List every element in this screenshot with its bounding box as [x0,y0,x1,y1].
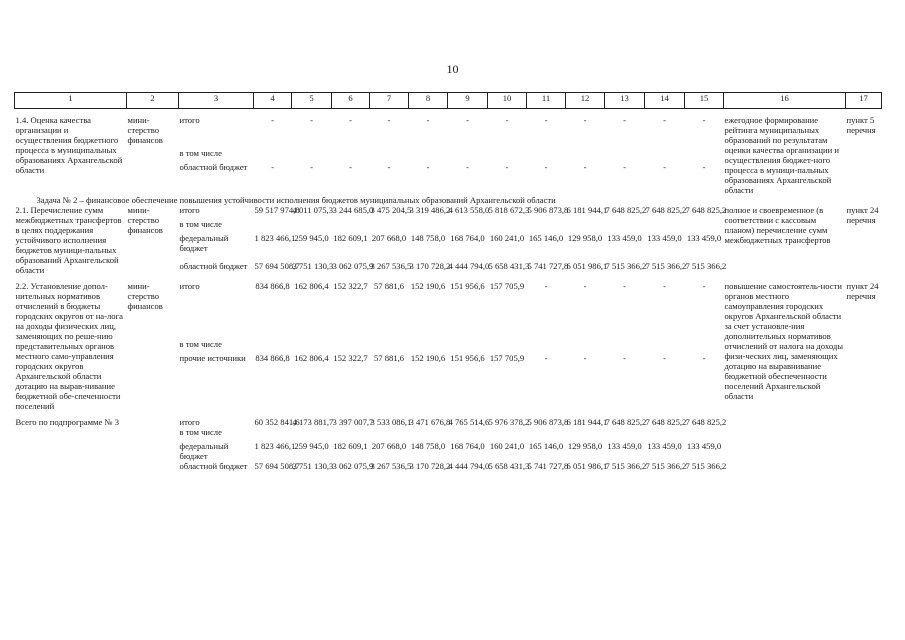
measure-name: 2.1. Перечисление сумм межбюджетных трансфертов в целях поддержания устойчивого исполнения бюджетов муници-пальных образований Архангельской области [15,205,122,275]
funding-source-label: областной бюджет [179,261,248,271]
amount-cell [488,427,527,441]
amount-cell: 133 459,0 [686,233,722,243]
column-header-7: 7 [370,93,409,109]
amount-cell [409,148,448,162]
amount-cell: 3 319 486,2 [409,205,451,215]
amount-cell: 1 823 466,1 [254,441,296,451]
amount-cell: 7 648 825,2 [645,417,687,427]
funding-source-label: областной бюджет [179,461,248,471]
amount-cell: 3 475 204,5 [370,205,412,215]
amount-cell [566,339,605,353]
amount-cell [645,339,685,353]
column-header-1: 1 [15,93,127,109]
column-header-5: 5 [292,93,332,109]
amount-cell [685,339,724,353]
column-header-3: 3 [179,93,254,109]
amount-cell: - [623,353,626,363]
amount-cell: - [544,353,548,363]
amount-cell: - [310,162,313,172]
amount-cell [332,219,370,233]
amount-cell [488,148,527,162]
amount-cell [448,427,488,441]
amount-cell: 3 751 130,3 [292,461,334,471]
amount-cell: 4 444 794,0 [448,461,490,471]
amount-cell [527,148,566,162]
amount-cell: - [663,162,666,172]
amount-cell [409,339,448,353]
funding-source-label: итого [179,205,200,215]
amount-cell: 5 658 431,3 [488,461,530,471]
amount-cell: 148 758,0 [410,233,446,243]
column-header-16: 16 [724,93,846,109]
amount-cell [409,427,448,441]
column-header-11: 11 [527,93,566,109]
amount-cell: 3 062 075,9 [332,261,374,271]
amount-cell [488,219,527,233]
amount-cell [605,148,645,162]
amount-cell: 6 051 986,1 [566,461,608,471]
amount-cell: 160 241,0 [489,441,525,451]
amount-cell: - [387,162,391,172]
amount-cell [254,427,292,441]
amount-cell: - [271,162,274,172]
amount-cell: - [583,353,587,363]
amount-cell: - [544,115,548,125]
amount-cell: 133 459,0 [686,441,722,451]
amount-cell: 152 322,7 [333,353,368,363]
amount-cell [566,148,605,162]
amount-cell: - [702,115,706,125]
amount-cell: - [466,162,469,172]
funding-source-label: в том числе [179,339,222,349]
amount-cell: 3 471 676,8 [409,417,451,427]
amount-cell: - [505,115,509,125]
budget-table [14,92,882,471]
amount-cell: - [544,162,548,172]
amount-cell: - [702,281,706,291]
amount-cell [370,427,409,441]
measure-name: 2.2. Установление допол-нительных нормативов отчислений в бюджеты городских округов от на-лога на доходы физических лиц, заменяющих по реше-нию представительных органов местного само-управления городских округов Архангельской области дотацию на вырав-нивание бюджетной обе-спеченности поселений [15,281,123,411]
funding-source-label: федеральный бюджет [179,233,229,253]
amount-cell: 5 741 727,8 [527,261,569,271]
amount-cell [685,427,724,441]
column-header-15: 15 [685,93,724,109]
reference: пункт 24 перечня [846,281,879,301]
funding-source-label: областной бюджет [179,162,248,172]
amount-cell: - [426,115,430,125]
amount-cell: 152 322,7 [333,281,368,291]
amount-cell: - [702,353,706,363]
amount-cell: 5 658 431,3 [488,261,530,271]
amount-cell: 3 533 086,1 [370,417,412,427]
amount-cell: - [623,162,626,172]
amount-cell: 165 146,0 [528,233,564,243]
amount-cell: - [583,162,587,172]
amount-cell: 3 170 728,2 [409,461,451,471]
amount-cell: 57 694 508,7 [254,461,300,471]
amount-cell: 182 609,1 [333,233,368,243]
funding-source-label: федеральный бюджет [179,441,229,461]
amount-cell: 162 806,4 [294,281,329,291]
amount-cell: 3 267 536,5 [370,261,412,271]
amount-cell: 1 823 466,1 [254,233,296,243]
table-row [15,115,882,148]
funding-source-label: итого [179,115,200,125]
amount-cell: 207 668,0 [371,233,407,243]
reference: пункт 24 перечня [846,205,879,225]
amount-cell: 57 694 508,7 [254,261,300,271]
page-number: 10 [446,62,459,76]
amount-cell: 4 613 558,0 [448,205,490,215]
amount-cell [292,339,332,353]
expected-result [724,417,846,471]
amount-cell [448,148,488,162]
amount-cell: - [623,115,626,125]
amount-cell [566,219,605,233]
amount-cell: 4 011 075,3 [292,205,334,215]
amount-cell [685,219,724,233]
amount-cell: 5 906 873,8 [527,417,569,427]
column-header-9: 9 [448,93,488,109]
amount-cell [448,339,488,353]
executor [127,417,179,471]
task-title: Задача № 2 – финансовое обеспечение повышения устойчивости исполнения бюджетов муниципальных образований Архангельской области [36,195,556,205]
funding-source-label: в том числе [179,427,222,437]
amount-cell: - [349,162,352,172]
executor: мини-стерство финансов [127,205,163,235]
amount-cell: 151 956,6 [450,353,485,363]
measure-name: Всего по подпрограмме № 3 [15,417,120,427]
amount-cell: 3 397 007,7 [332,417,374,427]
amount-cell: 182 609,1 [333,441,368,451]
amount-cell [292,219,332,233]
amount-cell [488,339,527,353]
amount-cell: 60 352 841,6 [254,417,300,427]
amount-cell: 133 459,0 [647,233,682,243]
funding-source-label: итого [179,417,200,427]
amount-cell [605,339,645,353]
executor: мини-стерство финансов [127,281,163,311]
reference [846,417,882,471]
column-header-4: 4 [254,93,292,109]
amount-cell: - [544,281,548,291]
amount-cell: 157 705,9 [489,281,525,291]
amount-cell: 148 758,0 [410,441,446,451]
amount-cell: 7 648 825,2 [605,205,647,215]
amount-cell: 5 741 727,8 [527,461,569,471]
amount-cell: 129 958,0 [567,233,603,243]
amount-cell [605,219,645,233]
amount-cell: 207 668,0 [371,441,407,451]
funding-source-label: в том числе [179,219,222,229]
column-header-2: 2 [127,93,179,109]
amount-cell: 129 958,0 [567,441,603,451]
amount-cell: 151 956,6 [450,281,485,291]
amount-cell: 7 648 825,2 [605,417,647,427]
funding-source-label: прочие источники [179,353,246,363]
amount-cell [370,219,409,233]
amount-cell [254,339,292,353]
header-row [15,93,882,109]
amount-cell: 6 181 944,1 [566,205,608,215]
expected-result: ежегодное формирование рейтинга муниципальных образований по результатам оценки качества организации и осуществления бюджет-ного процесса в муници-пальных образованиях Архангельской области [724,115,839,195]
amount-cell: - [310,115,313,125]
amount-cell: 168 764,0 [450,441,485,451]
amount-cell: 152 190,6 [410,353,446,363]
expected-result: полное и своевременное (в соответствии с кассовым планом) перечисление сумм межбюджетных трансфертов [724,205,831,245]
amount-cell: 4 444 794,0 [448,261,490,271]
task-row [15,195,882,205]
amount-cell: 168 764,0 [450,233,485,243]
amount-cell: 4 765 514,6 [448,417,490,427]
amount-cell: - [583,281,587,291]
funding-source-label: в том числе [179,148,222,158]
amount-cell: 133 459,0 [607,441,642,451]
amount-cell: - [349,115,352,125]
amount-cell: 7 515 366,2 [605,261,647,271]
amount-cell: - [505,162,509,172]
amount-cell: 7 648 825,2 [685,205,727,215]
amount-cell [685,148,724,162]
amount-cell: 3 170 728,2 [409,261,451,271]
amount-cell [292,148,332,162]
amount-cell: 7 648 825,2 [645,205,687,215]
amount-cell: 7 515 366,2 [605,461,647,471]
table-row [15,417,882,427]
column-header-8: 8 [409,93,448,109]
reference: пункт 5 перечня [846,115,876,135]
amount-cell [566,427,605,441]
column-header-17: 17 [846,93,882,109]
amount-cell: 7 515 366,2 [685,461,727,471]
amount-cell: 6 051 986,1 [566,261,608,271]
amount-cell: - [583,115,587,125]
amount-cell [645,219,685,233]
amount-cell: 7 648 825,2 [685,417,727,427]
table-row [15,205,882,219]
amount-cell: 3 267 536,5 [370,461,412,471]
amount-cell: 5 976 378,2 [488,417,530,427]
amount-cell: 6 181 944,1 [566,417,608,427]
amount-cell [527,427,566,441]
amount-cell: 7 515 366,2 [645,461,687,471]
amount-cell [292,427,332,441]
amount-cell: 259 945,0 [294,233,329,243]
column-header-10: 10 [488,93,527,109]
amount-cell: 4 173 881,7 [292,417,334,427]
amount-cell: - [663,281,666,291]
executor: мини-стерство финансов [127,115,163,145]
amount-cell: 3 062 075,9 [332,461,374,471]
amount-cell [645,148,685,162]
column-header-12: 12 [566,93,605,109]
amount-cell: 162 806,4 [294,353,329,363]
amount-cell: - [623,281,626,291]
amount-cell: 834 866,8 [255,353,290,363]
amount-cell: - [387,115,391,125]
amount-cell: 59 517 974,8 [254,205,300,215]
amount-cell: - [271,115,274,125]
amount-cell: - [426,162,430,172]
amount-cell: - [663,353,666,363]
amount-cell [370,148,409,162]
expected-result: повышение самостоятель-ности органов местного самоуправления городских округов Архангельской области за счет установле-ния дополнительных нормативов отчислений от налога на доходы физи-ческих лиц, заменяющих дотацию на выравнивание бюджетной обеспеченности поселений Архангельской области [724,281,844,401]
amount-cell [254,148,292,162]
amount-cell: 259 945,0 [294,441,329,451]
amount-cell: - [663,115,666,125]
amount-cell [409,219,448,233]
amount-cell [448,219,488,233]
amount-cell [645,427,685,441]
amount-cell [254,219,292,233]
amount-cell [527,219,566,233]
measure-name: 1.4. Оценка качества организации и осуществления бюджетного процесса в муниципальных образованиях Архангельской области [15,115,123,175]
amount-cell: 133 459,0 [647,441,682,451]
amount-cell: 834 866,8 [255,281,290,291]
amount-cell: 157 705,9 [489,353,525,363]
amount-cell [332,427,370,441]
amount-cell: 57 881,6 [373,353,405,363]
funding-source-label: итого [179,281,200,291]
amount-cell [332,148,370,162]
amount-cell: 7 515 366,2 [645,261,687,271]
column-header-14: 14 [645,93,685,109]
amount-cell [605,427,645,441]
amount-cell: - [702,162,706,172]
amount-cell: 5 818 672,3 [488,205,530,215]
table-row [15,281,882,339]
column-header-13: 13 [605,93,645,109]
amount-cell [370,339,409,353]
column-header-6: 6 [332,93,370,109]
amount-cell: 160 241,0 [489,233,525,243]
amount-cell [332,339,370,353]
amount-cell: 3 244 685,0 [332,205,374,215]
amount-cell: 57 881,6 [373,281,405,291]
amount-cell: - [466,115,469,125]
amount-cell [527,339,566,353]
amount-cell: 152 190,6 [410,281,446,291]
amount-cell: 133 459,0 [607,233,642,243]
amount-cell: 7 515 366,2 [685,261,727,271]
amount-cell: 3 751 130,3 [292,261,334,271]
amount-cell: 5 906 873,8 [527,205,569,215]
amount-cell: 165 146,0 [528,441,564,451]
